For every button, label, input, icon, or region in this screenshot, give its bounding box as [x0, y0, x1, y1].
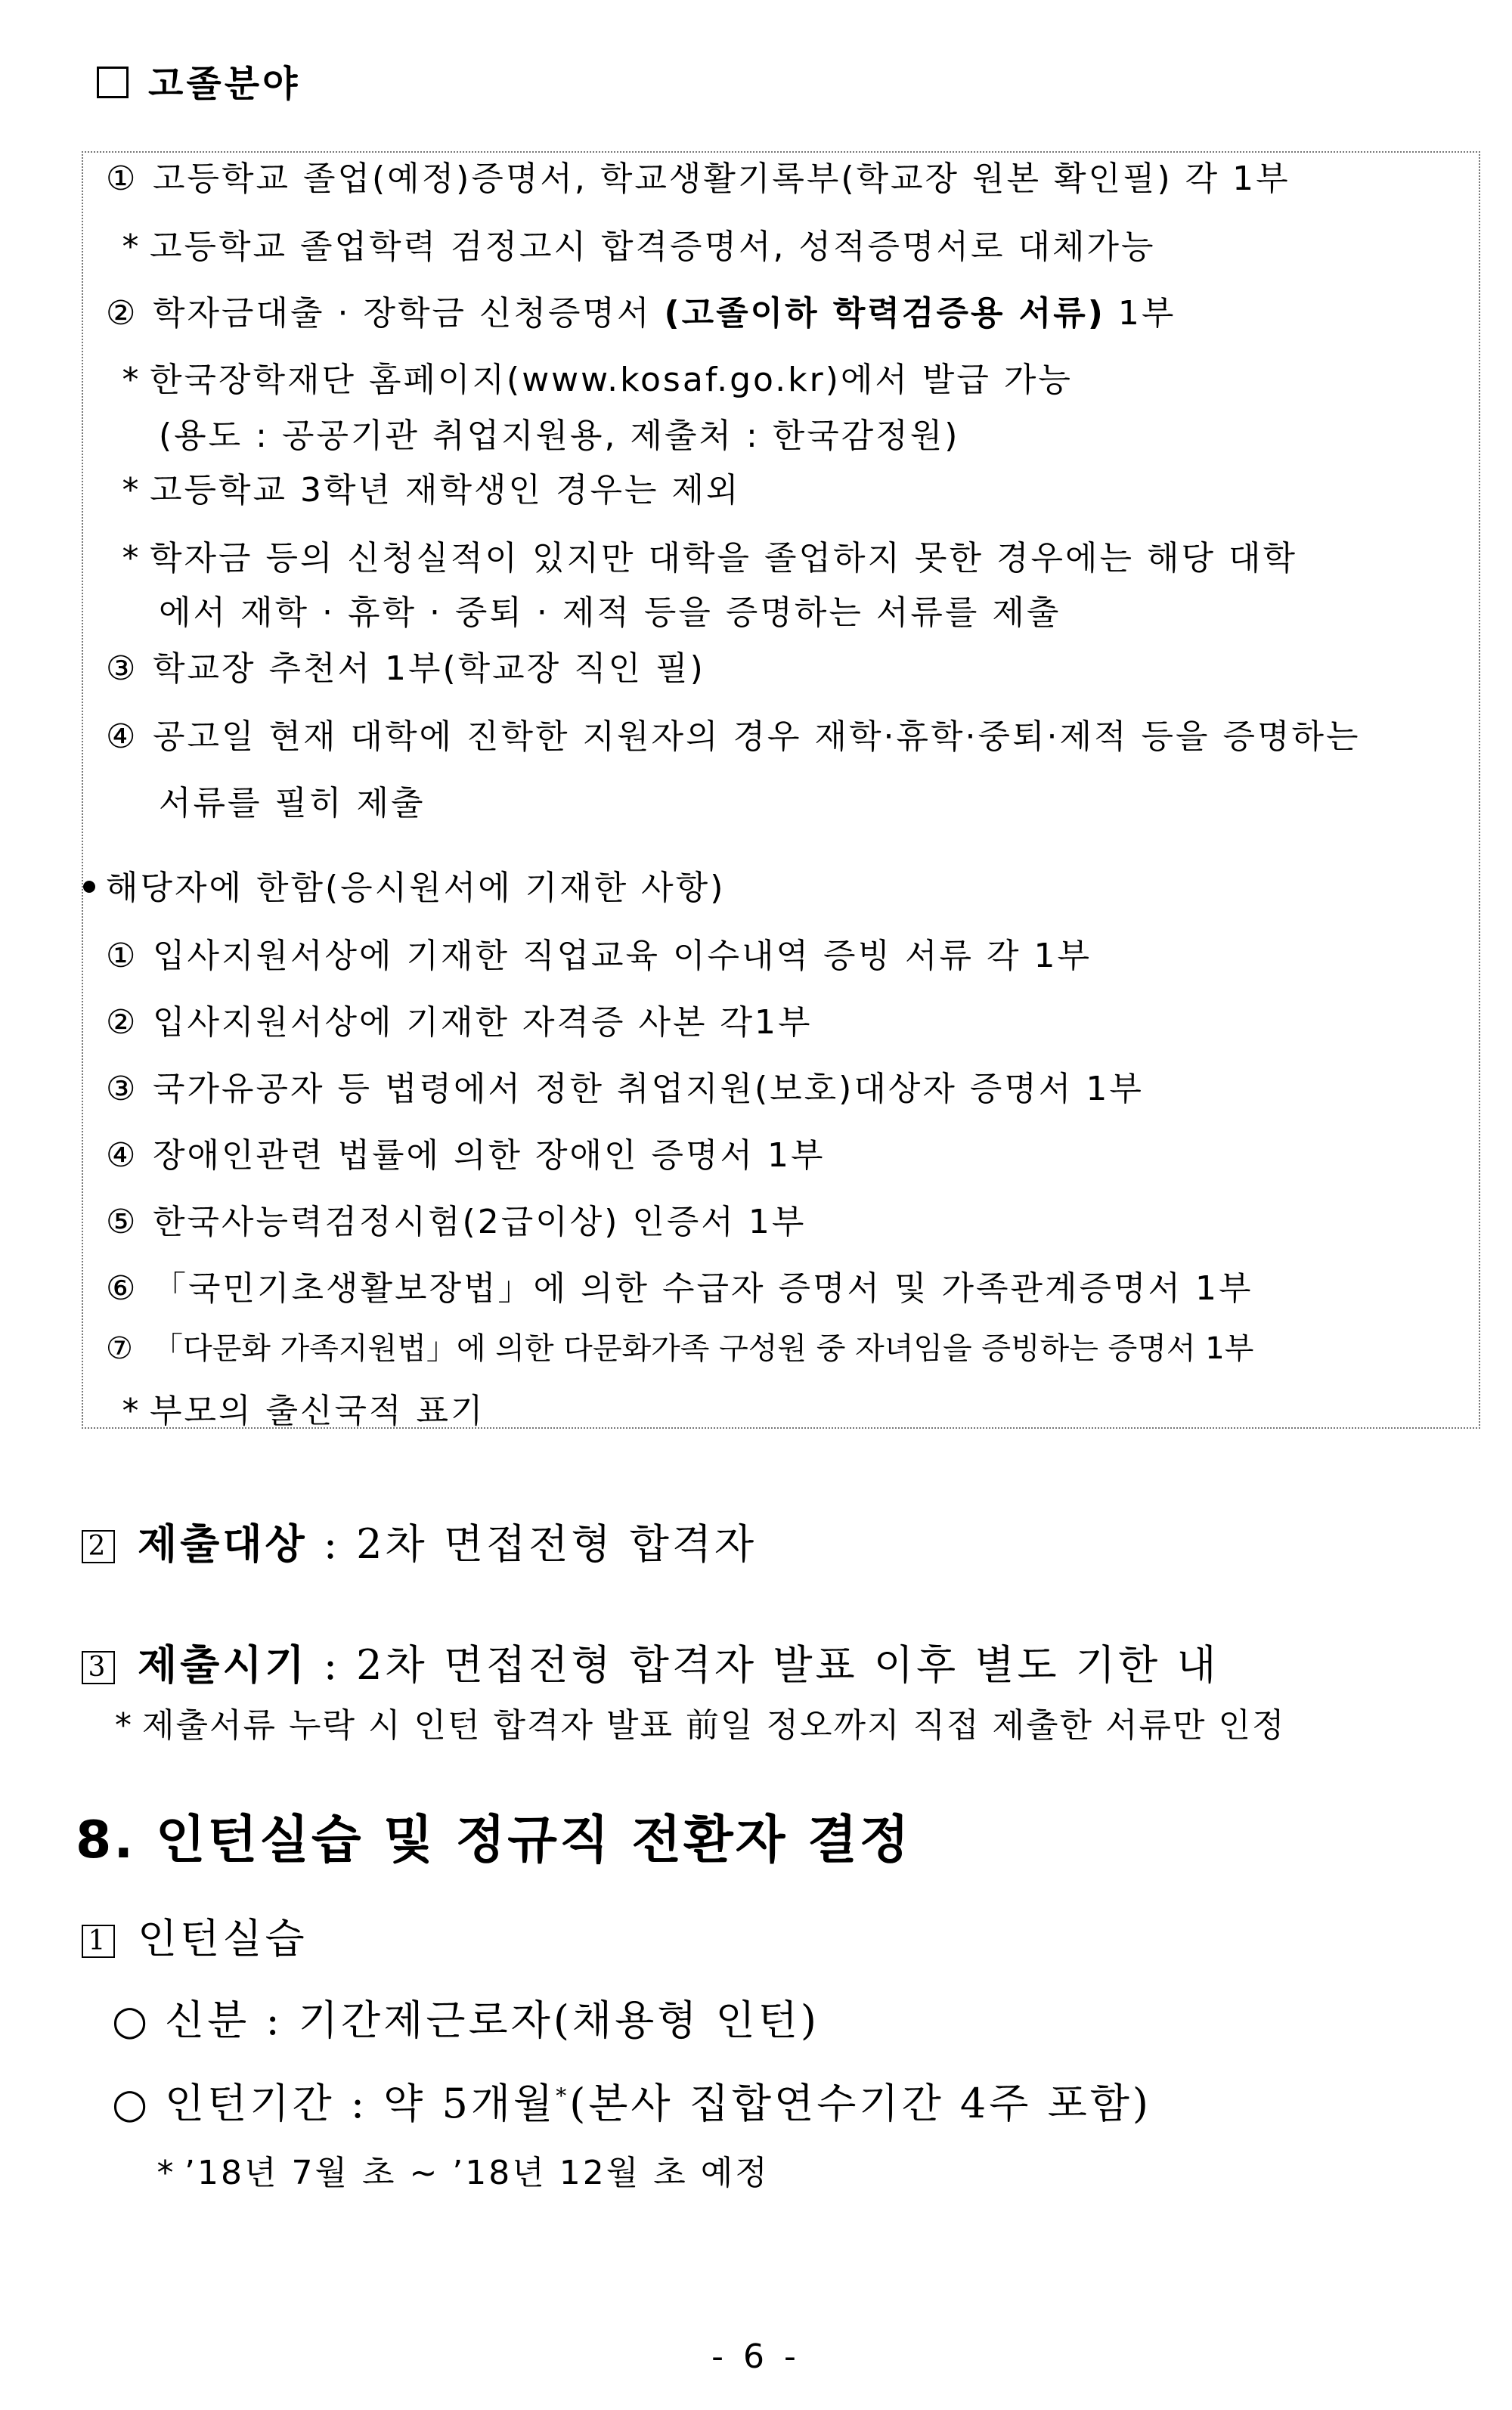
page-number: - 6 - — [711, 2337, 801, 2376]
internship-status — [112, 1988, 820, 2046]
internship-note — [148, 2145, 770, 2194]
note-marker: * — [122, 539, 141, 578]
box-item-7 — [113, 531, 1297, 579]
box-item-2 — [113, 219, 1156, 268]
item-text: 국가유공자 등 법령에서 정한 취업지원(보호)대상자 증명서 1부 — [153, 1070, 1144, 1108]
item-text: 입사지원서상에 기재한 자격증 사본 각1부 — [153, 1003, 813, 1042]
item-marker: ③ — [106, 649, 138, 688]
submission-target — [82, 1512, 757, 1570]
note-marker: * — [115, 1706, 133, 1745]
submission-time — [82, 1633, 1219, 1691]
box-item-9 — [106, 641, 705, 689]
item-text: 학자금대출 · 장학금 신청증명서 — [153, 294, 665, 333]
submission-note-text: 제출서류 누락 시 인턴 합격자 발표 前일 정오까지 직접 제출한 서류만 인정 — [142, 1706, 1286, 1745]
numbered-square-icon: 1 — [82, 1925, 115, 1958]
internship-period-detail: (본사 집합연수기간 4주 포함) — [569, 2080, 1151, 2127]
submission-time-text: : 2차 면접전형 합격자 발표 이후 별도 기한 내 — [323, 1641, 1219, 1689]
internship-heading-text: 인턴실습 — [138, 1915, 308, 1962]
item-text: 학교장 추천서 1부(학교장 직인 필) — [153, 649, 705, 688]
box-item-15 — [106, 1061, 1144, 1110]
box-item-5 — [159, 408, 959, 457]
box-item-11 — [159, 776, 426, 824]
checkbox-square-icon — [97, 67, 129, 98]
box-item-10 — [106, 709, 1360, 757]
box-item-17 — [106, 1194, 806, 1243]
item-marker: ④ — [106, 1136, 138, 1175]
item-text: 장애인관련 법률에 의한 장애인 증명서 1부 — [153, 1136, 826, 1175]
item-text: 한국사능력검정시험(2급이상) 인증서 1부 — [153, 1203, 807, 1241]
item-text: 고등학교 졸업학력 검정고시 합격증명서, 성적증명서로 대체가능 — [150, 228, 1156, 266]
item-marker: ② — [106, 1003, 138, 1042]
item-marker: ⑦ — [106, 1331, 133, 1366]
item-text: 한국장학재단 홈페이지(www.kosaf.go.kr)에서 발급 가능 — [150, 361, 1073, 399]
item-marker: ① — [106, 937, 138, 975]
item-text: (용도 : 공공기관 취업지원용, 제출처 : 한국감정원) — [159, 417, 960, 455]
submission-note — [106, 1698, 1285, 1746]
item-bold-text: (고졸이하 학력검증용 서류) — [664, 294, 1105, 333]
item-text: 에서 재학 · 휴학 · 중퇴 · 제적 등을 증명하는 서류를 제출 — [159, 593, 1061, 632]
note-marker: * — [156, 2154, 176, 2192]
box-item-1 — [106, 151, 1290, 200]
item-marker: ② — [106, 294, 138, 333]
item-text: 고등학교 졸업(예정)증명서, 학교생활기록부(학교장 원본 확인필) 각 1부 — [153, 160, 1290, 198]
item-marker: ① — [106, 160, 138, 198]
numbered-square-icon: 2 — [82, 1530, 115, 1563]
box-item-8 — [159, 585, 1061, 633]
internship-period-text: 인턴기간 : 약 5개월 — [165, 2080, 556, 2127]
box-item-12 — [83, 860, 725, 909]
chapter-heading: 8. 인턴실습 및 정규직 전환자 결정 — [76, 1811, 912, 1870]
box-item-18 — [106, 1261, 1253, 1309]
item-text: 부모의 출신국적 표기 — [150, 1392, 485, 1430]
item-text: 「국민기초생활보장법」에 의한 수급자 증명서 및 가족관계증명서 1부 — [153, 1269, 1253, 1308]
item-text-after: 1부 — [1105, 294, 1176, 333]
note-marker: * — [122, 471, 141, 510]
item-marker: ③ — [106, 1070, 138, 1108]
item-marker: ⑥ — [106, 1269, 138, 1308]
submission-target-text: : 2차 면접전형 합격자 — [323, 1520, 758, 1568]
internship-heading — [82, 1907, 308, 1965]
numbered-square-icon: 3 — [82, 1651, 115, 1684]
item-text: 「다문화 가족지원법」에 의한 다문화가족 구성원 중 자녀임을 증빙하는 증명서 1부 — [153, 1331, 1254, 1366]
section-header — [97, 54, 300, 107]
bullet-dot-icon — [83, 881, 95, 893]
box-item-20 — [113, 1383, 485, 1432]
box-item-13 — [106, 928, 1092, 977]
item-text: 공고일 현재 대학에 진학한 지원자의 경우 재학·휴학·중퇴·제적 등을 증명하는 — [153, 717, 1361, 756]
submission-target-label: 제출대상 — [138, 1520, 308, 1568]
item-text: 고등학교 3학년 재학생인 경우는 제외 — [150, 471, 741, 510]
box-item-14 — [106, 995, 813, 1043]
item-text: 학자금 등의 신청실적이 있지만 대학을 졸업하지 못한 경우에는 해당 대학 — [150, 539, 1297, 578]
circle-bullet-icon: ○ — [112, 2080, 151, 2127]
box-item-4 — [113, 352, 1073, 401]
note-marker: * — [122, 361, 141, 399]
item-text: 입사지원서상에 기재한 직업교육 이수내역 증빙 서류 각 1부 — [153, 937, 1092, 975]
footnote-marker: * — [556, 2083, 570, 2108]
item-marker: ⑤ — [106, 1203, 138, 1241]
note-marker: * — [122, 228, 141, 266]
internship-status-text: 신분 : 기간제근로자(채용형 인턴) — [165, 1996, 820, 2044]
item-text: 서류를 필히 제출 — [159, 784, 426, 822]
item-text: 해당자에 한함(응시원서에 기재한 사항) — [106, 869, 726, 907]
section-title: 고졸분야 — [148, 63, 301, 105]
submission-time-label: 제출시기 — [138, 1641, 308, 1689]
box-item-19 — [106, 1324, 1253, 1368]
internship-note-text: ’18년 7월 초 ~ ’18년 12월 초 예정 — [184, 2154, 770, 2192]
box-item-16 — [106, 1128, 826, 1176]
circle-bullet-icon: ○ — [112, 1996, 151, 2044]
box-item-3 — [106, 286, 1176, 334]
note-marker: * — [122, 1392, 141, 1430]
item-marker: ④ — [106, 717, 138, 756]
box-item-6 — [113, 463, 741, 511]
internship-period — [112, 2071, 1151, 2130]
